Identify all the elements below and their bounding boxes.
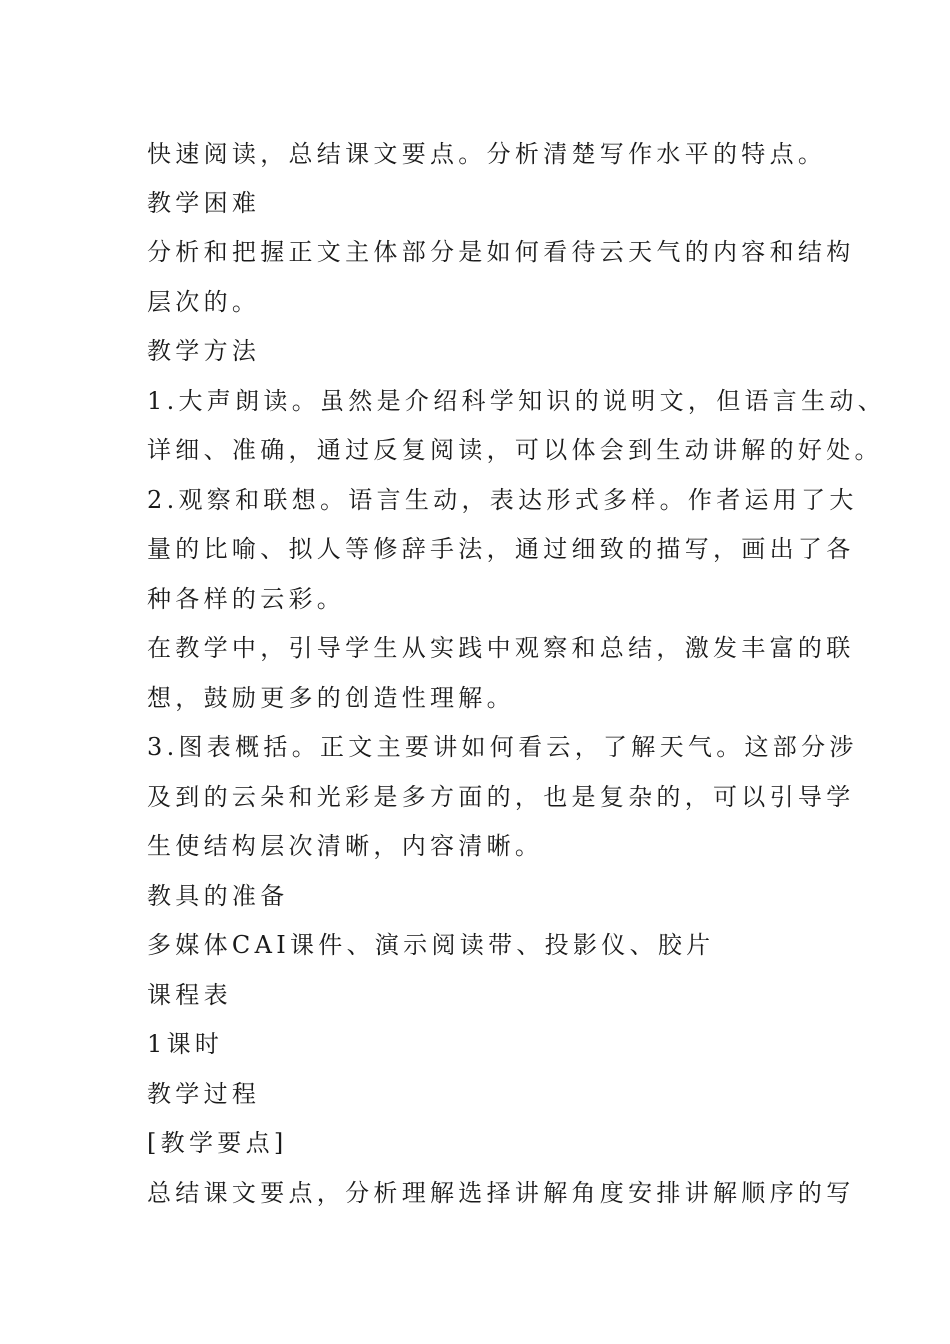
text-line: 1课时 <box>147 1030 224 1058</box>
section-heading: 教学过程 <box>147 1080 261 1108</box>
text-line: 量的比喻、拟人等修辞手法，通过细致的描写，画出了各 <box>147 535 855 563</box>
text-line: 总结课文要点，分析理解选择讲解角度安排讲解顺序的写 <box>147 1179 855 1207</box>
text-line: 1.大声朗读。虽然是介绍科学知识的说明文，但语言生动、 <box>147 387 886 415</box>
text-line: 种各样的云彩。 <box>147 585 346 613</box>
section-heading: 教学困难 <box>147 189 261 217</box>
text-line: 2.观察和联想。语言生动，表达形式多样。作者运用了大 <box>147 486 858 514</box>
text-line: 3.图表概括。正文主要讲如何看云，了解天气。这部分涉 <box>147 733 858 761</box>
text-line: 分析和把握正文主体部分是如何看待云天气的内容和结构 <box>147 238 855 266</box>
text-line: 层次的。 <box>147 288 261 316</box>
text-line: 快速阅读，总结课文要点。分析清楚写作水平的特点。 <box>147 140 827 168</box>
text-line: 多媒体CAI课件、演示阅读带、投影仪、胶片 <box>147 931 715 959</box>
section-heading: 教学方法 <box>147 337 261 365</box>
text-line: 在教学中，引导学生从实践中观察和总结，激发丰富的联 <box>147 634 855 662</box>
text-line: 详细、准确，通过反复阅读，可以体会到生动讲解的好处。 <box>147 436 883 464</box>
section-heading: 课程表 <box>147 981 232 1009</box>
text-line: 及到的云朵和光彩是多方面的，也是复杂的，可以引导学 <box>147 783 855 811</box>
text-line: 想，鼓励更多的创造性理解。 <box>147 684 515 712</box>
text-line: 生使结构层次清晰，内容清晰。 <box>147 832 544 860</box>
section-heading: 教具的准备 <box>147 882 289 910</box>
sub-heading: [教学要点] <box>147 1129 288 1157</box>
